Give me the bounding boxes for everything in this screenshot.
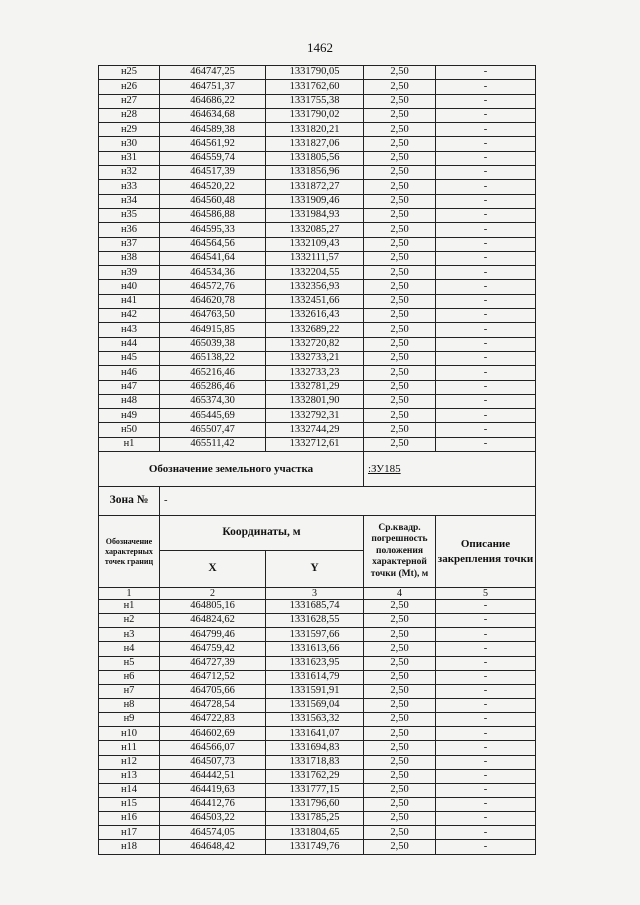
accuracy-column-header: Ср.квадр. погрешность положения характерной точки (Мt), м — [364, 516, 436, 588]
point-id-cell: н12 — [99, 755, 160, 769]
x-coordinate-cell: 464560,48 — [160, 194, 266, 208]
x-coordinate-cell: 465374,30 — [160, 394, 266, 408]
table-row — [99, 727, 536, 741]
point-id-cell: н2 — [99, 614, 160, 628]
description-cell: - — [436, 727, 536, 741]
x-coordinate-cell: 464566,07 — [160, 741, 266, 755]
y-coordinate-cell: 1332781,29 — [266, 380, 364, 394]
y-coordinate-cell: 1331820,21 — [266, 123, 364, 137]
point-id-cell: н4 — [99, 642, 160, 656]
x-coordinate-cell: 464620,78 — [160, 294, 266, 308]
point-id-cell: н1 — [99, 600, 160, 614]
accuracy-cell: 2,50 — [364, 123, 436, 137]
table-row — [99, 840, 536, 854]
x-coordinate-cell: 464412,76 — [160, 797, 266, 811]
column-number: 5 — [436, 588, 536, 600]
point-id-cell: н13 — [99, 769, 160, 783]
point-id-cell: н10 — [99, 727, 160, 741]
header-body — [99, 452, 536, 600]
bottom-rows-body — [99, 600, 536, 855]
point-id-cell: н37 — [99, 237, 160, 251]
x-coordinate-cell: 464763,50 — [160, 309, 266, 323]
x-coordinate-cell: 465445,69 — [160, 409, 266, 423]
table-row — [99, 266, 536, 280]
parcel-label: Обозначение земельного участка — [99, 452, 364, 487]
x-coordinate-cell: 464759,42 — [160, 642, 266, 656]
description-cell: - — [436, 409, 536, 423]
x-coordinate-cell: 464747,25 — [160, 66, 266, 80]
table-row — [99, 280, 536, 294]
accuracy-cell: 2,50 — [364, 166, 436, 180]
y-coordinate-cell: 1332720,82 — [266, 337, 364, 351]
accuracy-cell: 2,50 — [364, 826, 436, 840]
accuracy-cell: 2,50 — [364, 699, 436, 713]
point-id-cell: н34 — [99, 194, 160, 208]
description-column-header: Описание закрепления точки — [436, 516, 536, 588]
table-row — [99, 294, 536, 308]
description-cell: - — [436, 642, 536, 656]
y-coordinate-cell: 1331777,15 — [266, 783, 364, 797]
table-row — [99, 194, 536, 208]
point-id-cell: н30 — [99, 137, 160, 151]
y-coordinate-cell: 1331804,65 — [266, 826, 364, 840]
point-id-cell: н5 — [99, 656, 160, 670]
x-coordinate-cell: 464728,54 — [160, 699, 266, 713]
description-cell: - — [436, 137, 536, 151]
y-coordinate-cell: 1331796,60 — [266, 797, 364, 811]
table-row — [99, 812, 536, 826]
description-cell: - — [436, 223, 536, 237]
point-id-cell: н45 — [99, 351, 160, 365]
y-coordinate-cell: 1332109,43 — [266, 237, 364, 251]
y-coordinate-cell: 1331685,74 — [266, 600, 364, 614]
description-cell: - — [436, 713, 536, 727]
point-id-cell: н18 — [99, 840, 160, 854]
table-row — [99, 94, 536, 108]
accuracy-cell: 2,50 — [364, 394, 436, 408]
x-coordinate-cell: 464799,46 — [160, 628, 266, 642]
point-id-cell: н1 — [99, 437, 160, 451]
y-coordinate-cell: 1332733,21 — [266, 351, 364, 365]
table-row — [99, 769, 536, 783]
y-coordinate-cell: 1331614,79 — [266, 670, 364, 684]
point-id-cell: н7 — [99, 684, 160, 698]
x-coordinate-cell: 464824,62 — [160, 614, 266, 628]
point-id-cell: н8 — [99, 699, 160, 713]
description-cell: - — [436, 684, 536, 698]
point-id-cell: н46 — [99, 366, 160, 380]
parcel-value: :ЗУ185 — [364, 452, 536, 487]
description-cell: - — [436, 309, 536, 323]
y-column-header: Y — [266, 551, 364, 588]
column-number: 4 — [364, 588, 436, 600]
description-cell: - — [436, 600, 536, 614]
point-id-cell: н26 — [99, 80, 160, 94]
accuracy-cell: 2,50 — [364, 309, 436, 323]
y-coordinate-cell: 1331563,32 — [266, 713, 364, 727]
point-id-cell: н27 — [99, 94, 160, 108]
accuracy-cell: 2,50 — [364, 208, 436, 222]
table-row — [99, 670, 536, 684]
y-coordinate-cell: 1332616,43 — [266, 309, 364, 323]
point-id-cell: н11 — [99, 741, 160, 755]
accuracy-cell: 2,50 — [364, 137, 436, 151]
table-row — [99, 394, 536, 408]
y-coordinate-cell: 1331569,04 — [266, 699, 364, 713]
table-row — [99, 208, 536, 222]
x-coordinate-cell: 464589,38 — [160, 123, 266, 137]
description-cell: - — [436, 280, 536, 294]
description-cell: - — [436, 797, 536, 811]
accuracy-cell: 2,50 — [364, 670, 436, 684]
description-cell: - — [436, 94, 536, 108]
description-cell: - — [436, 741, 536, 755]
y-coordinate-cell: 1332111,57 — [266, 251, 364, 265]
x-coordinate-cell: 465286,46 — [160, 380, 266, 394]
accuracy-cell: 2,50 — [364, 741, 436, 755]
table-row — [99, 642, 536, 656]
x-coordinate-cell: 464503,22 — [160, 812, 266, 826]
column-number-row — [99, 588, 536, 600]
table-row — [99, 151, 536, 165]
table-row — [99, 123, 536, 137]
description-cell: - — [436, 812, 536, 826]
accuracy-cell: 2,50 — [364, 151, 436, 165]
page-number: 1462 — [307, 40, 333, 55]
x-column-header: X — [160, 551, 266, 588]
description-cell: - — [436, 783, 536, 797]
description-cell: - — [436, 670, 536, 684]
accuracy-cell: 2,50 — [364, 180, 436, 194]
table-row — [99, 783, 536, 797]
x-coordinate-cell: 464586,88 — [160, 208, 266, 222]
point-id-cell: н29 — [99, 123, 160, 137]
accuracy-cell: 2,50 — [364, 812, 436, 826]
y-coordinate-cell: 1332733,23 — [266, 366, 364, 380]
y-coordinate-cell: 1331827,06 — [266, 137, 364, 151]
accuracy-cell: 2,50 — [364, 628, 436, 642]
y-coordinate-cell: 1331597,66 — [266, 628, 364, 642]
description-cell: - — [436, 437, 536, 451]
y-coordinate-cell: 1331628,55 — [266, 614, 364, 628]
y-coordinate-cell: 1331749,76 — [266, 840, 364, 854]
table-row — [99, 366, 536, 380]
accuracy-cell: 2,50 — [364, 237, 436, 251]
description-cell: - — [436, 294, 536, 308]
table-row — [99, 423, 536, 437]
table-row — [99, 309, 536, 323]
coordinates-header: Координаты, м — [160, 516, 364, 551]
y-coordinate-cell: 1331856,96 — [266, 166, 364, 180]
table-row — [99, 137, 536, 151]
x-coordinate-cell: 464805,16 — [160, 600, 266, 614]
accuracy-cell: 2,50 — [364, 323, 436, 337]
accuracy-cell: 2,50 — [364, 194, 436, 208]
table-row — [99, 826, 536, 840]
point-id-cell: н31 — [99, 151, 160, 165]
point-id-cell: н17 — [99, 826, 160, 840]
y-coordinate-cell: 1331762,29 — [266, 769, 364, 783]
table-row — [99, 66, 536, 80]
accuracy-cell: 2,50 — [364, 223, 436, 237]
accuracy-cell: 2,50 — [364, 251, 436, 265]
x-coordinate-cell: 464517,39 — [160, 166, 266, 180]
accuracy-cell: 2,50 — [364, 266, 436, 280]
description-cell: - — [436, 366, 536, 380]
x-coordinate-cell: 464442,51 — [160, 769, 266, 783]
y-coordinate-cell: 1332204,55 — [266, 266, 364, 280]
table-row — [99, 614, 536, 628]
table-row — [99, 699, 536, 713]
point-id-cell: н44 — [99, 337, 160, 351]
table-row — [99, 108, 536, 122]
y-coordinate-cell: 1331718,83 — [266, 755, 364, 769]
x-coordinate-cell: 464712,52 — [160, 670, 266, 684]
description-cell: - — [436, 237, 536, 251]
x-coordinate-cell: 464686,22 — [160, 94, 266, 108]
table-row — [99, 337, 536, 351]
description-cell: - — [436, 180, 536, 194]
y-coordinate-cell: 1331755,38 — [266, 94, 364, 108]
accuracy-cell: 2,50 — [364, 642, 436, 656]
table-row — [99, 755, 536, 769]
y-coordinate-cell: 1331785,25 — [266, 812, 364, 826]
table-row — [99, 323, 536, 337]
coordinates-table — [98, 65, 536, 855]
description-cell: - — [436, 423, 536, 437]
accuracy-cell: 2,50 — [364, 713, 436, 727]
description-cell: - — [436, 80, 536, 94]
accuracy-cell: 2,50 — [364, 80, 436, 94]
table-row — [99, 600, 536, 614]
description-cell: - — [436, 628, 536, 642]
x-coordinate-cell: 464561,92 — [160, 137, 266, 151]
accuracy-cell: 2,50 — [364, 94, 436, 108]
y-coordinate-cell: 1331872,27 — [266, 180, 364, 194]
description-cell: - — [436, 351, 536, 365]
description-cell: - — [436, 826, 536, 840]
description-cell: - — [436, 656, 536, 670]
y-coordinate-cell: 1331805,56 — [266, 151, 364, 165]
table-row — [99, 437, 536, 451]
accuracy-cell: 2,50 — [364, 727, 436, 741]
y-coordinate-cell: 1332801,90 — [266, 394, 364, 408]
point-id-cell: н43 — [99, 323, 160, 337]
accuracy-cell: 2,50 — [364, 437, 436, 451]
point-id-cell: н48 — [99, 394, 160, 408]
accuracy-cell: 2,50 — [364, 280, 436, 294]
x-coordinate-cell: 464572,76 — [160, 280, 266, 294]
point-column-header: Обозначение характерных точек границ — [99, 516, 160, 588]
x-coordinate-cell: 465507,47 — [160, 423, 266, 437]
accuracy-cell: 2,50 — [364, 755, 436, 769]
description-cell: - — [436, 266, 536, 280]
y-coordinate-cell: 1331623,95 — [266, 656, 364, 670]
description-cell: - — [436, 323, 536, 337]
zone-value: - — [160, 487, 536, 516]
y-coordinate-cell: 1331984,93 — [266, 208, 364, 222]
y-coordinate-cell: 1331613,66 — [266, 642, 364, 656]
point-id-cell: н50 — [99, 423, 160, 437]
accuracy-cell: 2,50 — [364, 423, 436, 437]
y-coordinate-cell: 1331909,46 — [266, 194, 364, 208]
description-cell: - — [436, 194, 536, 208]
description-cell: - — [436, 166, 536, 180]
point-id-cell: н6 — [99, 670, 160, 684]
accuracy-cell: 2,50 — [364, 409, 436, 423]
x-coordinate-cell: 465216,46 — [160, 366, 266, 380]
description-cell: - — [436, 840, 536, 854]
table-row — [99, 409, 536, 423]
accuracy-cell: 2,50 — [364, 337, 436, 351]
accuracy-cell: 2,50 — [364, 769, 436, 783]
table-row — [99, 628, 536, 642]
table-row — [99, 797, 536, 811]
description-cell: - — [436, 394, 536, 408]
description-cell: - — [436, 251, 536, 265]
y-coordinate-cell: 1332356,93 — [266, 280, 364, 294]
point-id-cell: н25 — [99, 66, 160, 80]
accuracy-cell: 2,50 — [364, 351, 436, 365]
accuracy-cell: 2,50 — [364, 797, 436, 811]
x-coordinate-cell: 465138,22 — [160, 351, 266, 365]
accuracy-cell: 2,50 — [364, 783, 436, 797]
column-number: 2 — [160, 588, 266, 600]
y-coordinate-cell: 1332712,61 — [266, 437, 364, 451]
accuracy-cell: 2,50 — [364, 600, 436, 614]
accuracy-cell: 2,50 — [364, 108, 436, 122]
x-coordinate-cell: 464520,22 — [160, 180, 266, 194]
table-row — [99, 166, 536, 180]
point-id-cell: н33 — [99, 180, 160, 194]
x-coordinate-cell: 464751,37 — [160, 80, 266, 94]
table-row — [99, 80, 536, 94]
point-id-cell: н47 — [99, 380, 160, 394]
description-cell: - — [436, 151, 536, 165]
y-coordinate-cell: 1332085,27 — [266, 223, 364, 237]
accuracy-cell: 2,50 — [364, 684, 436, 698]
accuracy-cell: 2,50 — [364, 614, 436, 628]
accuracy-cell: 2,50 — [364, 380, 436, 394]
x-coordinate-cell: 464722,83 — [160, 713, 266, 727]
x-coordinate-cell: 464541,64 — [160, 251, 266, 265]
point-id-cell: н35 — [99, 208, 160, 222]
y-coordinate-cell: 1332451,66 — [266, 294, 364, 308]
y-coordinate-cell: 1332744,29 — [266, 423, 364, 437]
point-id-cell: н9 — [99, 713, 160, 727]
table-row — [99, 656, 536, 670]
x-coordinate-cell: 464564,56 — [160, 237, 266, 251]
table-row — [99, 380, 536, 394]
point-id-cell: н39 — [99, 266, 160, 280]
table-row — [99, 251, 536, 265]
x-coordinate-cell: 464574,05 — [160, 826, 266, 840]
description-cell: - — [436, 614, 536, 628]
point-id-cell: н41 — [99, 294, 160, 308]
x-coordinate-cell: 464727,39 — [160, 656, 266, 670]
zone-label: Зона № — [99, 487, 160, 516]
y-coordinate-cell: 1331790,05 — [266, 66, 364, 80]
x-coordinate-cell: 464602,69 — [160, 727, 266, 741]
description-cell: - — [436, 208, 536, 222]
table-row — [99, 237, 536, 251]
description-cell: - — [436, 123, 536, 137]
x-coordinate-cell: 464534,36 — [160, 266, 266, 280]
table-row — [99, 741, 536, 755]
point-id-cell: н28 — [99, 108, 160, 122]
description-cell: - — [436, 699, 536, 713]
table-row — [99, 223, 536, 237]
x-coordinate-cell: 464419,63 — [160, 783, 266, 797]
point-id-cell: н36 — [99, 223, 160, 237]
description-cell: - — [436, 380, 536, 394]
point-id-cell: н15 — [99, 797, 160, 811]
point-id-cell: н38 — [99, 251, 160, 265]
x-coordinate-cell: 464595,33 — [160, 223, 266, 237]
accuracy-cell: 2,50 — [364, 66, 436, 80]
point-id-cell: н32 — [99, 166, 160, 180]
table-row — [99, 351, 536, 365]
accuracy-cell: 2,50 — [364, 366, 436, 380]
description-cell: - — [436, 66, 536, 80]
top-rows-body — [99, 66, 536, 452]
point-id-cell: н49 — [99, 409, 160, 423]
column-number: 1 — [99, 588, 160, 600]
point-id-cell: н3 — [99, 628, 160, 642]
x-coordinate-cell: 464648,42 — [160, 840, 266, 854]
y-coordinate-cell: 1332792,31 — [266, 409, 364, 423]
point-id-cell: н42 — [99, 309, 160, 323]
point-id-cell: н14 — [99, 783, 160, 797]
x-coordinate-cell: 464705,66 — [160, 684, 266, 698]
accuracy-cell: 2,50 — [364, 294, 436, 308]
accuracy-cell: 2,50 — [364, 656, 436, 670]
x-coordinate-cell: 464507,73 — [160, 755, 266, 769]
x-coordinate-cell: 464634,68 — [160, 108, 266, 122]
point-id-cell: н16 — [99, 812, 160, 826]
x-coordinate-cell: 465511,42 — [160, 437, 266, 451]
column-number: 3 — [266, 588, 364, 600]
accuracy-cell: 2,50 — [364, 840, 436, 854]
x-coordinate-cell: 464915,85 — [160, 323, 266, 337]
y-coordinate-cell: 1331641,07 — [266, 727, 364, 741]
description-cell: - — [436, 337, 536, 351]
x-coordinate-cell: 464559,74 — [160, 151, 266, 165]
y-coordinate-cell: 1331694,83 — [266, 741, 364, 755]
point-id-cell: н40 — [99, 280, 160, 294]
table-row — [99, 180, 536, 194]
y-coordinate-cell: 1331591,91 — [266, 684, 364, 698]
description-cell: - — [436, 769, 536, 783]
description-cell: - — [436, 755, 536, 769]
description-cell: - — [436, 108, 536, 122]
table-row — [99, 684, 536, 698]
y-coordinate-cell: 1331762,60 — [266, 80, 364, 94]
x-coordinate-cell: 465039,38 — [160, 337, 266, 351]
y-coordinate-cell: 1331790,02 — [266, 108, 364, 122]
table-row — [99, 713, 536, 727]
y-coordinate-cell: 1332689,22 — [266, 323, 364, 337]
